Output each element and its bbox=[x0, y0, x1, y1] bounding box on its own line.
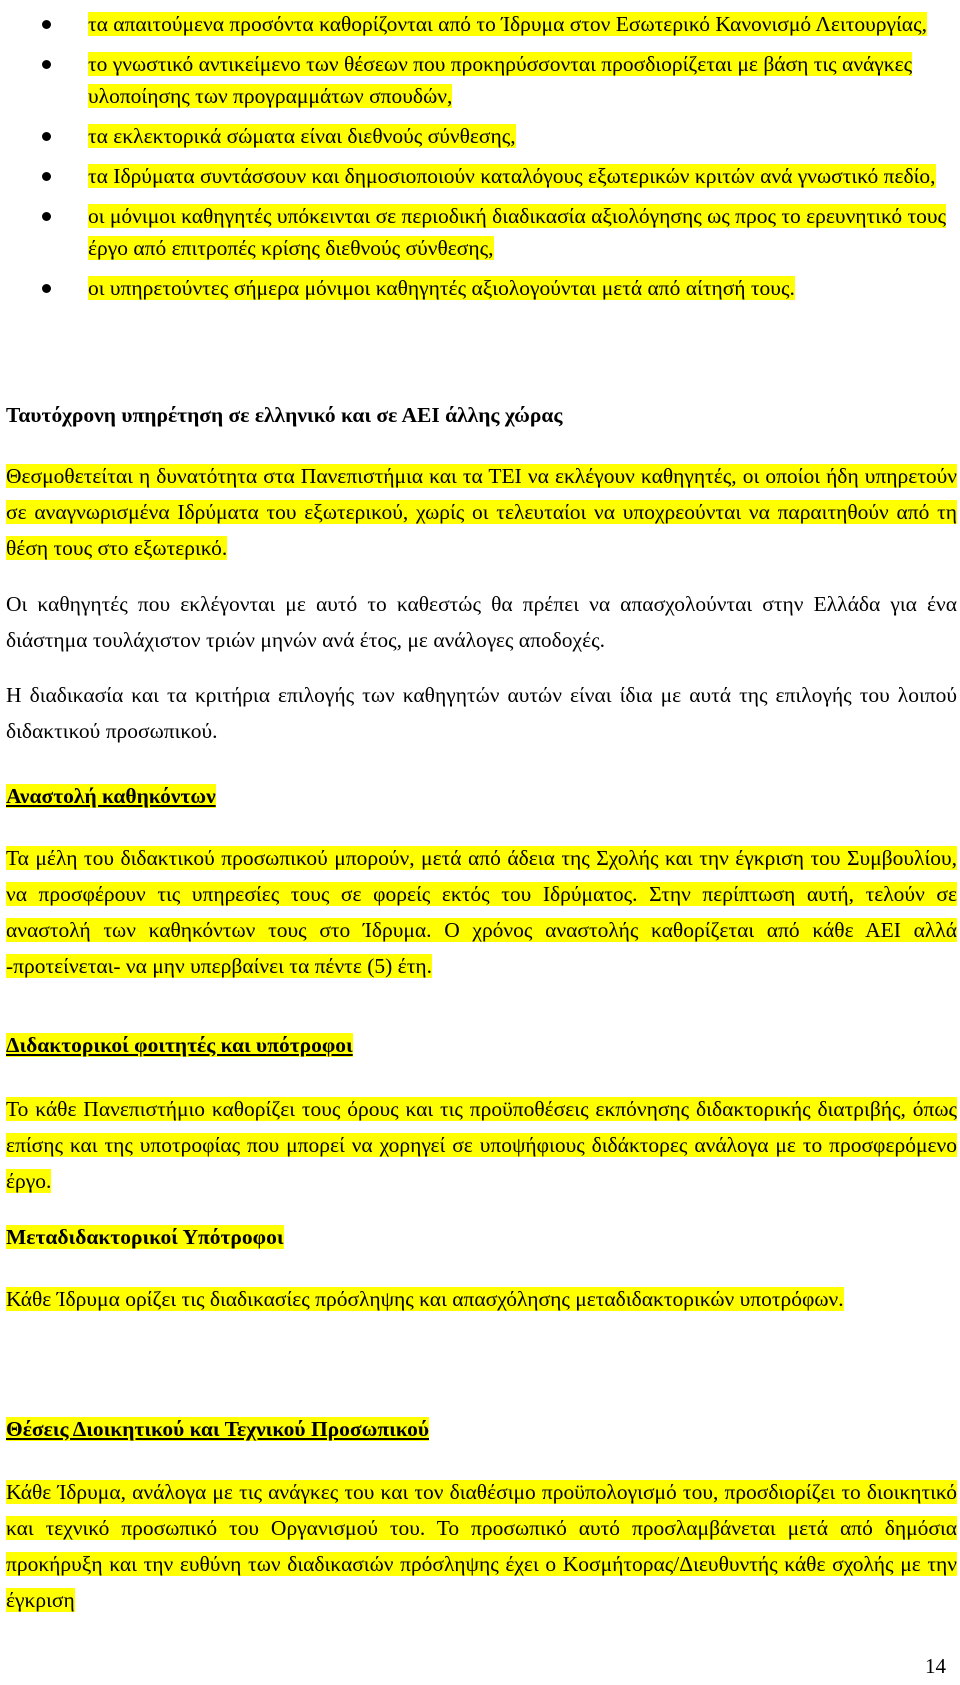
section-heading-doctoral-students: Διδακτορικοί φοιτητές και υπότροφοι bbox=[6, 1033, 353, 1057]
section-heading-postdoctoral: Μεταδιδακτορικοί Υπότροφοι bbox=[6, 1225, 284, 1249]
bullet-dot-icon bbox=[42, 212, 51, 221]
section-heading-admin-staff: Θέσεις Διοικητικού και Τεχνικού Προσωπικού bbox=[6, 1417, 430, 1441]
bullet-dot-icon bbox=[42, 20, 51, 29]
page-number: 14 bbox=[925, 1654, 946, 1678]
bullet-item: τα εκλεκτορικά σώματα είναι διεθνούς σύνθεσης, bbox=[0, 120, 957, 152]
bullet-list bbox=[0, 8, 957, 312]
bullet-dot-icon bbox=[42, 284, 51, 293]
section-heading-suspension: Αναστολή καθηκόντων bbox=[6, 784, 216, 808]
paragraph-suspension: Τα μέλη του διδακτικού προσωπικού μπορούν, μετά από άδεια της Σχολής και την έγκριση του Συμβουλίου, να προσφέρουν τις υπηρεσίες τους σε φορείς εκτός του Ιδρύματος. Στην περίπτωση αυτή, τελούν σε αναστολή των καθηκόντων τους στο Ίδρυμα. Ο χρόνος αναστολής καθορίζεται από κάθε ΑΕΙ αλλά -προτείνεται- να μην υπερβαίνει τα πέντε (5) έτη. bbox=[6, 846, 957, 978]
bullet-dot-icon bbox=[42, 172, 51, 181]
paragraph-concurrent-service-1: Θεσμοθετείται η δυνατότητα στα Πανεπιστήμια και τα ΤΕΙ να εκλέγουν καθηγητές, οι οποίοι ήδη υπηρετούν σε αναγνωρισμένα Ιδρύματα του εξωτερικού, χωρίς οι τελευταίοι να υποχρεούνται να παραιτηθούν από τη θέση τους στο εξωτερικό. bbox=[6, 464, 957, 560]
bullet-item: οι μόνιμοι καθηγητές υπόκεινται σε περιοδική διαδικασία αξιολόγησης ως προς το ερευνητικό τους έργο από επιτροπές κρίσης διεθνούς σύνθεσης, bbox=[0, 200, 957, 264]
bullet-item: οι υπηρετούντες σήμερα μόνιμοι καθηγητές αξιολογούνται μετά από αίτησή τους. bbox=[0, 272, 957, 304]
paragraph-concurrent-service-2: Οι καθηγητές που εκλέγονται με αυτό το καθεστώς θα πρέπει να απασχολούνται στην Ελλάδα για ένα διάστημα τουλάχιστον τριών μηνών ανά έτος, με ανάλογες αποδοχές. bbox=[6, 592, 957, 652]
bullet-item: τα Ιδρύματα συντάσσουν και δημοσιοποιούν καταλόγους εξωτερικών κριτών ανά γνωστικό πεδίο, bbox=[0, 160, 957, 192]
bullet-item: τα απαιτούμενα προσόντα καθορίζονται από το Ίδρυμα στον Εσωτερικό Κανονισμό Λειτουργίας, bbox=[0, 8, 957, 40]
paragraph-doctoral-students: Το κάθε Πανεπιστήμιο καθορίζει τους όρους και τις προϋποθέσεις εκπόνησης διδακτορικής διατριβής, όπως επίσης και της υποτροφίας που μπορεί να χορηγεί σε υποψήφιους διδάκτορες ανάλογα με το προσφερόμενο έργο. bbox=[6, 1097, 957, 1193]
bullet-dot-icon bbox=[42, 132, 51, 141]
paragraph-concurrent-service-3: Η διαδικασία και τα κριτήρια επιλογής των καθηγητών αυτών είναι ίδια με αυτά της επιλογής του λοιπού διδακτικού προσωπικού. bbox=[6, 683, 957, 743]
bullet-item: το γνωστικό αντικείμενο των θέσεων που προκηρύσσονται προσδιορίζεται με βάση τις ανάγκες υλοποίησης των προγραμμάτων σπουδών, bbox=[0, 48, 957, 112]
paragraph-postdoctoral: Κάθε Ίδρυμα ορίζει τις διαδικασίες πρόσληψης και απασχόλησης μεταδιδακτορικών υποτρόφων. bbox=[6, 1287, 844, 1311]
section-heading-concurrent-service: Ταυτόχρονη υπηρέτηση σε ελληνικό και σε ΑΕΙ άλλης χώρας bbox=[6, 403, 563, 427]
paragraph-admin-staff: Κάθε Ίδρυμα, ανάλογα με τις ανάγκες του και τον διαθέσιμο προϋπολογισμό του, προσδιορίζει το διοικητικό και τεχνικό προσωπικό του Οργανισμού του. Το προσωπικό αυτό προσλαμβάνεται μετά από δημόσια προκήρυξη και την ευθύνη των διαδικασιών πρόσληψης έχει ο Κοσμήτορας/Διευθυντής κάθε σχολής με την έγκριση bbox=[6, 1480, 957, 1612]
bullet-dot-icon bbox=[42, 60, 51, 69]
